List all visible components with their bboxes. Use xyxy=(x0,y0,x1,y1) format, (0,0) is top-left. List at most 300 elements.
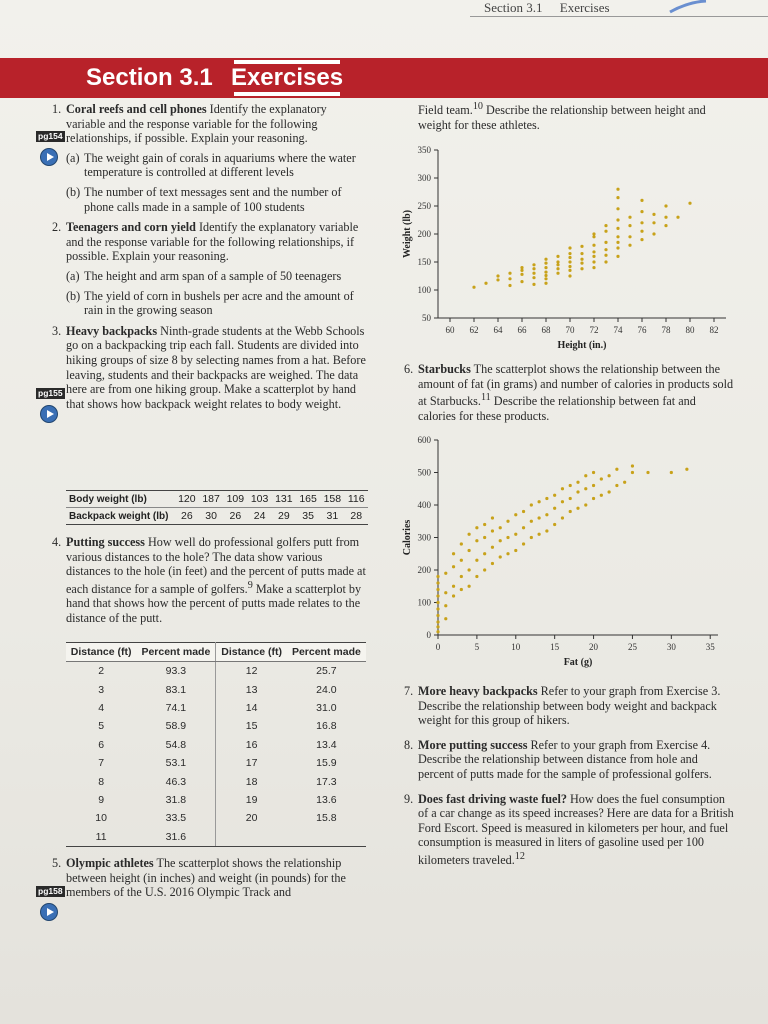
data-point xyxy=(631,464,634,467)
exercise-text: The scatterplot shows the relationship between the amount of fat (in grams) and number of calories in products sold at Starbucks. xyxy=(418,362,734,409)
table-row xyxy=(66,662,366,681)
data-point xyxy=(468,549,471,552)
data-point xyxy=(608,474,611,477)
exercise-8 xyxy=(404,737,734,782)
data-point xyxy=(688,202,691,205)
data-point xyxy=(530,520,533,523)
data-point xyxy=(544,262,547,265)
footnote-ref: 10 xyxy=(472,101,483,112)
data-point xyxy=(491,516,494,519)
column-header: Distance (ft) xyxy=(66,643,136,662)
data-point xyxy=(484,282,487,285)
data-point xyxy=(580,262,583,265)
data-point xyxy=(676,216,679,219)
exercise-1b xyxy=(66,185,366,214)
data-point xyxy=(452,565,455,568)
y-axis-label: Weight (lb) xyxy=(402,209,413,259)
table-cell: 158 xyxy=(320,491,344,508)
data-point xyxy=(584,503,587,506)
exercise-title: Heavy backpacks xyxy=(66,323,158,338)
table-cell: 31 xyxy=(320,508,344,525)
table-cell: 46.3 xyxy=(136,772,216,790)
data-point xyxy=(491,562,494,565)
table-cell: 16.8 xyxy=(316,720,337,733)
data-point xyxy=(592,471,595,474)
data-point xyxy=(538,533,541,536)
data-point xyxy=(436,575,439,578)
x-axis-label: Fat (g) xyxy=(563,657,593,668)
exercise-4 xyxy=(52,535,366,632)
table-cell: 2 xyxy=(98,665,105,678)
data-point xyxy=(496,278,499,281)
exercise-9 xyxy=(404,791,734,868)
data-point xyxy=(556,263,559,266)
data-point xyxy=(615,484,618,487)
exercise-6 xyxy=(404,362,736,429)
data-point xyxy=(561,500,564,503)
data-point xyxy=(444,591,447,594)
data-point xyxy=(592,232,595,235)
fat-calories-scatterplot xyxy=(396,430,736,675)
data-point xyxy=(640,230,643,233)
table-cell: 7 xyxy=(98,757,105,770)
table-cell: 8 xyxy=(98,775,105,788)
data-point xyxy=(616,227,619,230)
exercise-title: Does fast driving waste fuel? xyxy=(418,791,567,806)
banner-title-box xyxy=(232,58,342,98)
part-label: (b) xyxy=(66,288,81,303)
data-point xyxy=(600,494,603,497)
data-point xyxy=(640,221,643,224)
data-point xyxy=(640,210,643,213)
table-row xyxy=(66,809,366,827)
table-cell: 11 xyxy=(66,828,136,847)
data-point xyxy=(444,604,447,607)
table-cell: 58.9 xyxy=(136,717,216,735)
column-header: Distance (ft) xyxy=(216,643,287,662)
badge-page: 158 xyxy=(48,886,63,896)
data-point xyxy=(530,503,533,506)
row-label: Body weight (lb) xyxy=(66,491,175,508)
y-tick-label: 50 xyxy=(422,313,431,323)
table-cell: 33.5 xyxy=(136,809,216,827)
footnote-ref: 11 xyxy=(480,392,491,404)
table-cell: 31.6 xyxy=(136,828,216,847)
data-point xyxy=(436,630,439,633)
data-point xyxy=(444,617,447,620)
exercise-number: 4. xyxy=(52,535,62,549)
data-point xyxy=(628,216,631,219)
table-row xyxy=(66,491,368,508)
column-header: Percent made xyxy=(287,643,366,662)
y-tick-label: 250 xyxy=(417,201,431,211)
table-cell: 120 xyxy=(175,491,199,508)
data-point xyxy=(652,232,655,235)
data-point xyxy=(568,260,571,263)
table-cell: 10 xyxy=(95,812,107,825)
table-row xyxy=(66,508,368,525)
page-reference-badge[interactable]: pg158 xyxy=(38,886,63,896)
exercise-text: Identify the explanatory variable and the response variable for the following relationships, if possible. Explain your reasoning. xyxy=(66,102,327,146)
video-play-icon[interactable] xyxy=(40,405,58,423)
exercise-number: 9. xyxy=(404,791,414,806)
data-point xyxy=(584,474,587,477)
data-point xyxy=(640,238,643,241)
data-point xyxy=(436,581,439,584)
part-text: The weight gain of corals in aquariums where the water temperature is controlled at different levels xyxy=(84,150,356,180)
table-cell: 30 xyxy=(199,508,223,525)
data-point xyxy=(576,490,579,493)
data-point xyxy=(628,235,631,238)
table-cell: 15.9 xyxy=(316,757,337,770)
exercise-title: Olympic athletes xyxy=(66,856,154,870)
table-cell: 28 xyxy=(344,508,368,525)
table-cell: 17 xyxy=(245,757,258,770)
table-cell: 31.8 xyxy=(136,791,216,809)
data-point xyxy=(436,594,439,597)
data-point xyxy=(652,221,655,224)
x-tick-label: 25 xyxy=(627,642,637,652)
data-point xyxy=(499,526,502,529)
table-cell: 5 xyxy=(98,720,105,733)
table-cell: 53.1 xyxy=(136,754,216,772)
data-point xyxy=(452,552,455,555)
page-reference-badge[interactable]: pg154 xyxy=(38,131,63,141)
data-point xyxy=(569,510,572,513)
x-tick-label: 80 xyxy=(685,325,695,335)
data-point xyxy=(522,510,525,513)
y-tick-label: 200 xyxy=(417,229,431,239)
exercise-text-continued: Describe the relationship between fat and calories for these products. xyxy=(418,394,696,423)
table-cell: 165 xyxy=(296,491,320,508)
x-tick-label: 10 xyxy=(511,642,521,652)
table-cell: 26 xyxy=(223,508,247,525)
x-tick-label: 70 xyxy=(565,325,575,335)
running-header xyxy=(484,0,624,16)
data-point xyxy=(544,274,547,277)
data-point xyxy=(604,241,607,244)
data-point xyxy=(685,468,688,471)
data-point xyxy=(544,277,547,280)
y-tick-label: 400 xyxy=(417,500,431,510)
table-cell: 13 xyxy=(245,683,258,696)
data-point xyxy=(436,625,439,628)
exercise-2a xyxy=(66,269,366,284)
footnote-ref: 12 xyxy=(514,850,525,862)
y-tick-label: 100 xyxy=(417,285,431,295)
data-point xyxy=(499,539,502,542)
data-point xyxy=(475,575,478,578)
data-point xyxy=(576,507,579,510)
exercise-2 xyxy=(52,220,366,318)
table-row xyxy=(66,717,366,735)
table-row xyxy=(66,680,366,698)
table-cell: 31.0 xyxy=(316,701,337,714)
data-point xyxy=(475,539,478,542)
row-label: Backpack weight (lb) xyxy=(66,508,175,525)
data-point xyxy=(616,255,619,258)
data-point xyxy=(592,497,595,500)
data-point xyxy=(628,224,631,227)
data-point xyxy=(604,224,607,227)
data-point xyxy=(444,572,447,575)
data-point xyxy=(553,523,556,526)
table-cell: 15 xyxy=(245,720,258,733)
data-point xyxy=(499,555,502,558)
data-point xyxy=(530,536,533,539)
table-cell: 26 xyxy=(175,508,199,525)
header-swoosh-icon xyxy=(668,0,708,14)
table-row xyxy=(66,828,366,847)
data-point xyxy=(580,258,583,261)
banner-title: Exercises xyxy=(227,64,347,92)
data-point xyxy=(569,484,572,487)
data-point xyxy=(436,601,439,604)
exercise-title: Teenagers and corn yield xyxy=(66,220,196,235)
data-point xyxy=(468,533,471,536)
data-point xyxy=(616,207,619,210)
data-point xyxy=(569,497,572,500)
table-cell: 13.6 xyxy=(316,793,337,806)
x-tick-label: 30 xyxy=(666,642,676,652)
y-tick-label: 600 xyxy=(417,435,431,445)
table-cell: 29 xyxy=(272,508,296,525)
exercise-text: How does the fuel consumption of a car change as its speed increases? Here are data for a British Ford Escort. Speed is measured in kilometers per hour, and fuel consumption is measured in liters of gasoline used per 100 kilometers traveled. xyxy=(418,791,734,867)
table-cell: 54.8 xyxy=(136,736,216,754)
y-tick-label: 300 xyxy=(417,173,431,183)
backpack-table xyxy=(66,490,368,525)
data-point xyxy=(520,266,523,269)
table-cell: 24.0 xyxy=(316,683,337,696)
data-point xyxy=(508,277,511,280)
y-tick-label: 100 xyxy=(417,597,431,608)
data-point xyxy=(592,250,595,253)
exercise-text: The scatterplot shows the relationship between height (in inches) and weight (in pounds) for the members of the U.S. 2016 Olympic Track and xyxy=(66,856,346,900)
data-point xyxy=(522,542,525,545)
data-point xyxy=(506,520,509,523)
data-point xyxy=(496,274,499,277)
data-point xyxy=(553,507,556,510)
table-cell: 16 xyxy=(245,738,258,751)
y-tick-label: 200 xyxy=(417,565,431,575)
data-point xyxy=(436,607,439,610)
data-point xyxy=(483,568,486,571)
data-point xyxy=(544,282,547,285)
page-reference-badge[interactable]: pg155 xyxy=(38,388,63,398)
x-tick-label: 5 xyxy=(474,642,480,652)
running-head-chapter: Exercises xyxy=(559,0,610,15)
data-point xyxy=(616,246,619,249)
data-point xyxy=(532,276,535,279)
data-point xyxy=(646,471,649,474)
data-point xyxy=(514,513,517,516)
exercise-title: Starbucks xyxy=(418,362,471,376)
data-point xyxy=(514,549,517,552)
part-text: The number of text messages sent and the number of phone calls made in a sample of 100 students xyxy=(84,184,342,214)
data-point xyxy=(460,588,463,591)
data-point xyxy=(483,536,486,539)
y-tick-label: 0 xyxy=(426,630,431,640)
table-cell: 17.3 xyxy=(316,775,337,788)
exercise-7 xyxy=(404,684,734,728)
y-tick-label: 500 xyxy=(417,467,431,478)
y-tick-label: 350 xyxy=(417,145,431,155)
exercise-title: Coral reefs and cell phones xyxy=(66,102,207,116)
running-head-section: Section 3.1 xyxy=(484,0,543,15)
data-point xyxy=(616,235,619,238)
table-cell: 13.4 xyxy=(316,738,337,751)
exercise-text: Refer to your graph from Exercise 3. Describe the relationship between body weight and backpack weight for this group of hikers. xyxy=(418,684,721,728)
data-point xyxy=(616,196,619,199)
table-cell: 24 xyxy=(247,508,271,525)
data-point xyxy=(532,272,535,275)
data-point xyxy=(670,471,673,474)
data-point xyxy=(664,224,667,227)
exercise-number: 7. xyxy=(404,684,414,698)
data-point xyxy=(664,216,667,219)
data-point xyxy=(545,513,548,516)
data-point xyxy=(491,529,494,532)
header-rule xyxy=(470,16,768,17)
y-tick-label: 150 xyxy=(417,257,431,267)
footnote-ref: 9 xyxy=(247,579,253,591)
data-point xyxy=(604,230,607,233)
x-tick-label: 68 xyxy=(541,325,551,335)
data-point xyxy=(468,585,471,588)
data-point xyxy=(436,614,439,617)
data-point xyxy=(561,516,564,519)
data-point xyxy=(544,270,547,273)
column-header: Percent made xyxy=(136,643,216,662)
data-point xyxy=(592,235,595,238)
data-point xyxy=(436,620,439,623)
data-point xyxy=(491,546,494,549)
data-point xyxy=(580,245,583,248)
data-point xyxy=(576,481,579,484)
data-point xyxy=(568,256,571,259)
exercise-text: How well do professional golfers putt from various distances to the hole? The data show various distances to the hole (in feet) and the percent of putts made at each distance for a sample of golfers. xyxy=(66,535,366,596)
data-point xyxy=(532,283,535,286)
table-row xyxy=(66,754,366,772)
data-point xyxy=(508,284,511,287)
data-point xyxy=(592,266,595,269)
x-axis-label: Height (in.) xyxy=(557,340,607,351)
data-point xyxy=(506,552,509,555)
data-point xyxy=(592,244,595,247)
data-point xyxy=(483,552,486,555)
data-point xyxy=(556,272,559,275)
table-cell: 20 xyxy=(245,812,258,825)
badge-page: 154 xyxy=(48,131,63,141)
x-tick-label: 15 xyxy=(550,642,560,652)
data-point xyxy=(468,568,471,571)
x-tick-label: 0 xyxy=(435,642,441,652)
data-point xyxy=(568,265,571,268)
table-cell: 15.8 xyxy=(316,812,337,825)
data-point xyxy=(592,260,595,263)
table-cell: 19 xyxy=(245,793,258,806)
exercise-number: 6. xyxy=(404,362,414,376)
data-point xyxy=(561,487,564,490)
data-point xyxy=(545,497,548,500)
data-point xyxy=(592,255,595,258)
data-point xyxy=(544,266,547,269)
table-cell: 18 xyxy=(245,775,258,788)
data-point xyxy=(568,252,571,255)
data-point xyxy=(623,481,626,484)
x-tick-label: 74 xyxy=(613,325,623,335)
x-tick-label: 35 xyxy=(705,642,715,652)
data-point xyxy=(538,516,541,519)
x-tick-label: 76 xyxy=(637,325,647,335)
x-tick-label: 64 xyxy=(493,325,503,335)
exercise-5-continued xyxy=(418,100,732,132)
data-point xyxy=(532,267,535,270)
data-point xyxy=(522,526,525,529)
exercises-7-9 xyxy=(404,684,734,874)
data-point xyxy=(475,526,478,529)
exercise-2b xyxy=(66,289,366,318)
data-point xyxy=(600,477,603,480)
data-point xyxy=(604,248,607,251)
data-point xyxy=(508,272,511,275)
data-point xyxy=(580,267,583,270)
data-point xyxy=(628,244,631,247)
part-label: (b) xyxy=(66,184,81,199)
exercise-4-body xyxy=(52,535,366,626)
part-label: (a) xyxy=(66,150,80,165)
table-cell: 93.3 xyxy=(136,662,216,681)
data-point xyxy=(608,490,611,493)
part-text: The height and arm span of a sample of 50 teenagers xyxy=(84,268,342,283)
exercise-title: Putting success xyxy=(66,535,145,549)
part-text: The yield of corn in bushels per acre and the amount of rain in the growing season xyxy=(84,288,354,318)
data-point xyxy=(545,529,548,532)
data-point xyxy=(475,559,478,562)
height-weight-scatterplot xyxy=(396,140,736,355)
badge-page: 155 xyxy=(48,388,63,398)
y-tick-label: 300 xyxy=(417,532,431,543)
table-cell: 103 xyxy=(247,491,271,508)
data-point xyxy=(631,471,634,474)
exercise-number: 2. xyxy=(52,220,62,235)
data-point xyxy=(604,260,607,263)
exercise-number: 3. xyxy=(52,323,62,338)
data-point xyxy=(506,536,509,539)
table-cell: 131 xyxy=(272,491,296,508)
data-point xyxy=(616,218,619,221)
data-point xyxy=(436,588,439,591)
data-point xyxy=(616,241,619,244)
table-cell: 6 xyxy=(98,738,105,751)
table-cell: 116 xyxy=(344,491,368,508)
table-cell: 83.1 xyxy=(136,680,216,698)
exercise-number: 5. xyxy=(52,856,62,870)
data-point xyxy=(664,204,667,207)
data-point xyxy=(460,559,463,562)
table-cell: 74.1 xyxy=(136,699,216,717)
table-header-row xyxy=(66,643,366,662)
table-row xyxy=(66,772,366,790)
y-axis-label: Calories xyxy=(402,519,413,556)
data-point xyxy=(556,255,559,258)
data-point xyxy=(520,269,523,272)
table-cell: 12 xyxy=(245,665,258,678)
exercise-text: Ninth-grade students at the Webb Schools go on a backpacking trip each fall. Students are divided into hiking groups of size 8 by selecting names from a hat. Before leaving, students and their backpacks are weighed. The data here are from one hiking group. Make a scatterplot by hand that shows how backpack weight relates to body weight. xyxy=(66,323,366,411)
video-play-icon[interactable] xyxy=(40,148,58,166)
x-tick-label: 66 xyxy=(517,325,527,335)
video-play-icon[interactable] xyxy=(40,903,58,921)
